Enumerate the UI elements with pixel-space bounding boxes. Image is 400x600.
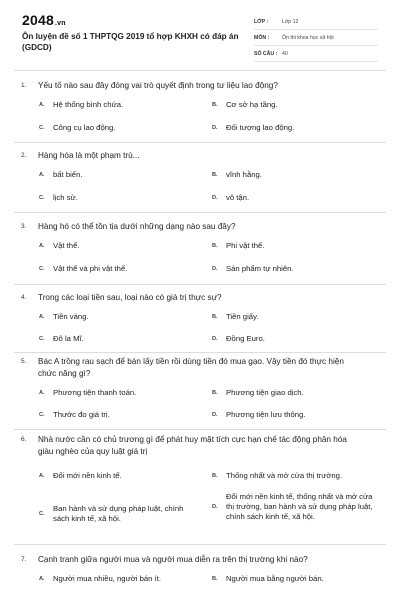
option-letter: D. [212, 195, 218, 201]
option-3a[interactable] [39, 241, 193, 251]
meta-label: LỚP : [254, 18, 269, 25]
option-2c[interactable] [39, 193, 193, 203]
option-text: Phương tiện giao dịch. [226, 388, 304, 397]
option-6b[interactable] [212, 471, 366, 481]
question-text: Yếu tố nào sau đây đóng vai trò quyết định trong tư liệu lao động? [38, 81, 278, 90]
option-text: Vật thể và phi vật thể. [53, 264, 128, 273]
question-5 [14, 356, 386, 380]
meta-label: SỐ CÂU : [254, 50, 278, 57]
option-text: Đồng Euro. [226, 334, 265, 343]
meta-value: Ôn thi khoa học xã hội [282, 34, 334, 41]
option-1a[interactable] [39, 100, 193, 110]
divider [14, 352, 386, 353]
question-text: Hàng hó có thể tồn tịa dưới những dạng nào sau đây? [38, 222, 236, 231]
question-number: 7. [21, 556, 27, 563]
option-letter: B. [212, 243, 218, 249]
option-2a[interactable] [39, 170, 193, 180]
exam-info-count [254, 46, 378, 62]
option-letter: A. [39, 390, 45, 396]
option-letter: C. [39, 336, 45, 342]
option-text: Người mua bằng người bán. [226, 574, 324, 583]
option-text: Ban hành và sử dụng pháp luật, chính sách kinh tế, xã hội. [53, 504, 184, 523]
option-letter: B. [212, 473, 218, 479]
option-text: bất biến. [53, 170, 83, 179]
logo-sub: .vn [54, 20, 66, 27]
option-letter: C. [39, 412, 45, 418]
question-4 [14, 292, 386, 304]
option-text: Hệ thống bình chứa. [53, 100, 124, 109]
option-letter: A. [39, 473, 45, 479]
option-text: Tiền vàng. [53, 312, 89, 321]
option-letter: B. [212, 102, 218, 108]
option-2b[interactable] [212, 170, 366, 180]
question-text: Nhà nước cần có chủ trương gì để phát huy mặt tích cực hạn chế tác động phân hóa giàu nghèo của quy luật giá trị [38, 435, 347, 456]
question-text: Cạnh tranh giữa người mua và người mua diễn ra trên thị trường khi nào? [38, 555, 308, 564]
question-number: 6. [21, 436, 27, 443]
divider [14, 212, 386, 213]
option-letter: D. [212, 266, 218, 272]
option-letter: A. [39, 576, 45, 582]
option-letter: C. [39, 511, 45, 517]
option-text: Đô la Mĩ. [53, 334, 84, 343]
question-text: Trong các loại tiền sau, loại nào có giá trị thực sự? [38, 293, 222, 302]
question-7 [14, 554, 386, 566]
option-letter: C. [39, 266, 45, 272]
option-4c[interactable] [39, 334, 193, 344]
option-letter: C. [39, 125, 45, 131]
option-text: Phương tiện thanh toán. [53, 388, 137, 397]
option-letter: D. [212, 336, 218, 342]
option-4b[interactable] [212, 312, 366, 322]
meta-value: 40 [282, 50, 288, 57]
option-3b[interactable] [212, 241, 366, 251]
question-number: 2. [21, 152, 27, 159]
option-text: Cơ sở hạ tầng. [226, 100, 278, 109]
option-1b[interactable] [212, 100, 366, 110]
option-text: Sản phẩm tự nhiên. [226, 264, 294, 273]
option-text: vô tận. [226, 193, 250, 202]
option-letter: A. [39, 102, 45, 108]
option-text: Thước đo giá trị. [53, 410, 110, 419]
divider [14, 429, 386, 430]
option-6a[interactable] [39, 471, 193, 481]
document-header [0, 0, 400, 64]
option-text: Phi vật thể. [226, 241, 265, 250]
divider [14, 70, 386, 71]
option-letter: B. [212, 314, 218, 320]
option-7a[interactable] [39, 574, 193, 584]
option-3d[interactable] [212, 264, 366, 274]
exam-info-grade [254, 14, 378, 30]
option-text: Phương tiện lưu thông. [226, 410, 306, 419]
option-text: vĩnh hằng. [226, 170, 262, 179]
logo-main: 2048 [22, 12, 54, 28]
option-5a[interactable] [39, 388, 193, 398]
question-number: 1. [21, 82, 27, 89]
question-number: 5. [21, 358, 27, 365]
option-text: Tiền giấy. [226, 312, 259, 321]
option-5c[interactable] [39, 410, 193, 420]
question-2 [14, 150, 386, 162]
option-6d[interactable] [212, 492, 376, 522]
option-letter: A. [39, 314, 45, 320]
option-letter: B. [212, 172, 218, 178]
option-2d[interactable] [212, 193, 366, 203]
option-text: Người mua nhiều, người bán ít. [53, 574, 161, 583]
option-letter: B. [212, 390, 218, 396]
page-title: Ôn luyện đề số 1 THPTQG 2019 tổ hợp KHXH có đáp án (GDCD) [22, 32, 239, 52]
meta-value: Lớp 12 [282, 18, 299, 25]
option-text: Đổi mới nền kinh tế. [53, 471, 122, 480]
option-letter: A. [39, 172, 45, 178]
option-text: Công cụ lao động. [53, 123, 116, 132]
option-letter: D. [212, 125, 218, 131]
option-text: Thống nhất và mở cửa thị trường. [226, 471, 343, 480]
option-text: Đối tượng lao động. [226, 123, 295, 132]
exam-info-subject [254, 30, 378, 46]
question-1 [14, 80, 386, 92]
question-3 [14, 221, 386, 233]
question-number: 4. [21, 294, 27, 301]
question-text: Hàng hóa là một phạm trù... [38, 151, 140, 160]
option-3c[interactable] [39, 264, 193, 274]
option-7b[interactable] [212, 574, 366, 584]
exam-info-table [254, 14, 378, 62]
option-1d[interactable] [212, 123, 366, 133]
option-letter: D. [212, 412, 218, 418]
divider [14, 142, 386, 143]
option-5b[interactable] [212, 388, 366, 398]
option-5d[interactable] [212, 410, 366, 420]
option-letter: B. [212, 576, 218, 582]
divider [14, 544, 386, 545]
question-6 [14, 434, 386, 458]
option-6c[interactable] [39, 504, 193, 524]
option-4a[interactable] [39, 312, 193, 322]
site-logo[interactable] [22, 12, 66, 28]
option-letter: D. [212, 504, 218, 510]
question-text: Bác A trồng rau sạch để bán lấy tiền rồi dùng tiền đó mua gạo. Vậy tiền đó thực hiện chức năng gì? [38, 357, 344, 378]
option-text: Đổi mới nền kinh tế, thống nhất và mở cửa thị trường, ban hành và sử dụng pháp luật, chính sách kinh tế, xã hội. [226, 492, 373, 521]
divider [14, 284, 386, 285]
option-letter: A. [39, 243, 45, 249]
meta-label: MÔN : [254, 34, 270, 41]
question-number: 3. [21, 223, 27, 230]
option-text: Vật thể. [53, 241, 80, 250]
option-1c[interactable] [39, 123, 193, 133]
option-4d[interactable] [212, 334, 366, 344]
option-letter: C. [39, 195, 45, 201]
option-text: lịch sử. [53, 193, 78, 202]
